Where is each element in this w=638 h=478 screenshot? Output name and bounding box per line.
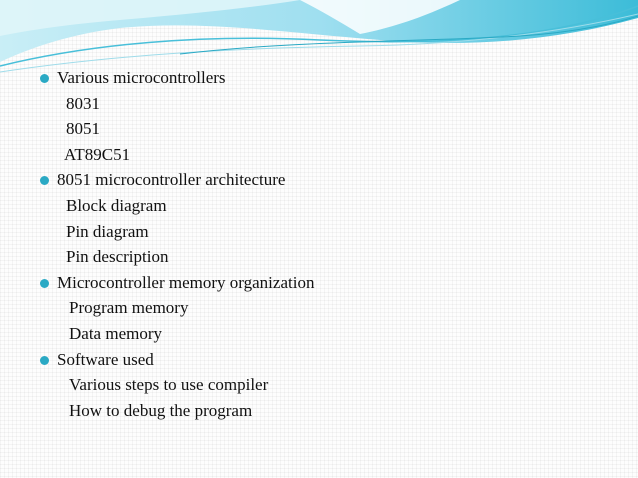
- bullet-icon: [40, 176, 49, 185]
- bullet-text: Microcontroller memory organization: [57, 272, 315, 292]
- bullet-icon: [40, 279, 49, 288]
- sub-item-text: 8051: [66, 119, 100, 139]
- bullet-icon: [40, 74, 49, 83]
- sub-item-text: 8031: [66, 93, 100, 113]
- sub-item-text: Pin diagram: [66, 221, 149, 241]
- bullet-text: Software used: [57, 349, 154, 369]
- bullet-text: Various microcontrollers: [57, 68, 226, 87]
- sub-item-text: Program memory: [69, 298, 189, 318]
- sub-item-text: Data memory: [69, 324, 162, 343]
- sub-item-text: Various steps to use compiler: [69, 375, 269, 395]
- sub-item-text: How to debug the program: [69, 400, 253, 420]
- sub-item-text: Pin description: [66, 247, 169, 267]
- bullet-text: 8051 microcontroller architecture: [57, 170, 286, 190]
- bullet-icon: [40, 356, 49, 365]
- sub-item-text: Block diagram: [66, 196, 167, 215]
- sub-item-text: AT89C51: [64, 144, 131, 164]
